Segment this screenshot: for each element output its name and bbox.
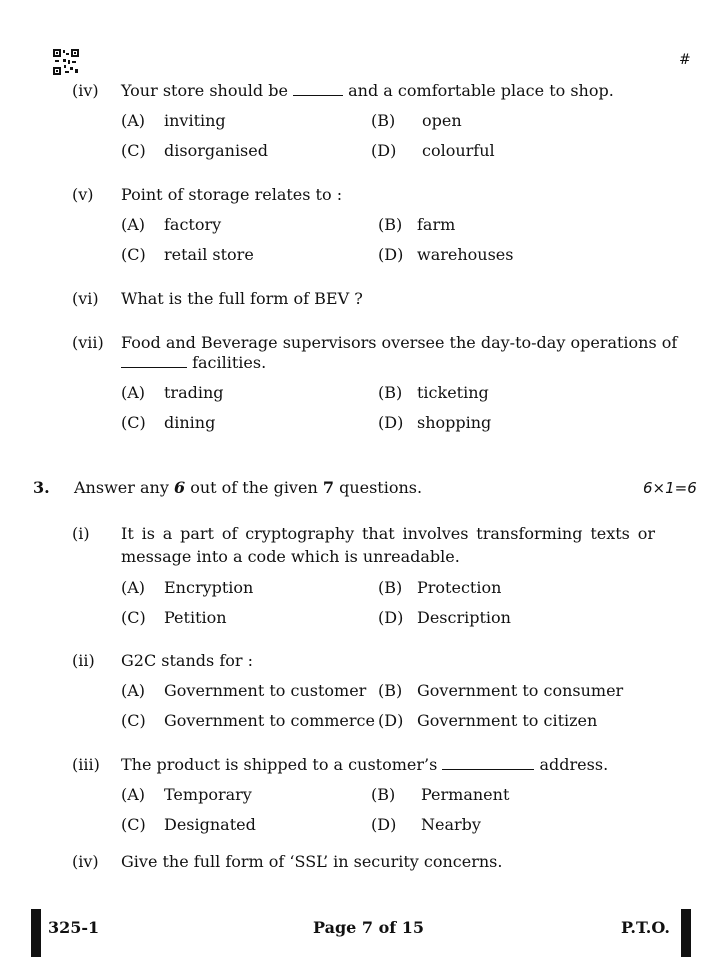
option-text: retail store bbox=[164, 245, 254, 264]
option-text: trading bbox=[164, 383, 224, 402]
question-text-cont: message into a code which is unreadable. bbox=[121, 547, 460, 566]
pto-label: P.T.O. bbox=[621, 918, 670, 937]
option-label: (B) bbox=[378, 215, 403, 234]
question-text: Your store should be and a comfortable place to shop. bbox=[121, 81, 614, 100]
question-number: (ii) bbox=[72, 651, 95, 670]
option-text: ticketing bbox=[417, 383, 489, 402]
option-label: (B) bbox=[371, 111, 396, 130]
option-label: (C) bbox=[121, 815, 146, 834]
question-number: (vii) bbox=[72, 333, 104, 352]
option-text: Petition bbox=[164, 608, 227, 627]
question-text: Point of storage relates to : bbox=[121, 185, 343, 204]
question-number: (iv) bbox=[72, 852, 99, 871]
question-text: The product is shipped to a customer’s address. bbox=[121, 755, 609, 774]
question-text: It is a part of cryptography that involves transforming texts or bbox=[121, 524, 655, 543]
option-text: Description bbox=[417, 608, 511, 627]
option-label: (A) bbox=[121, 215, 146, 234]
option-text: Temporary bbox=[164, 785, 252, 804]
option-label: (A) bbox=[121, 578, 146, 597]
question-number: (i) bbox=[72, 524, 90, 543]
option-label: (C) bbox=[121, 711, 146, 730]
option-label: (D) bbox=[378, 711, 404, 730]
option-text: Permanent bbox=[421, 785, 510, 804]
question-number: (iii) bbox=[72, 755, 100, 774]
question-text: Food and Beverage supervisors oversee the day-to-day operations of bbox=[121, 333, 678, 352]
page-marker: # bbox=[679, 52, 691, 68]
option-label: (B) bbox=[378, 681, 403, 700]
marks-allocation: 6×1=6 bbox=[643, 479, 697, 497]
answer-blank bbox=[442, 755, 534, 770]
option-label: (C) bbox=[121, 608, 146, 627]
option-label: (C) bbox=[121, 141, 146, 160]
option-text: Nearby bbox=[421, 815, 481, 834]
option-text: open bbox=[422, 111, 462, 130]
section-instruction: Answer any 6 out of the given 7 questions. bbox=[74, 478, 423, 497]
option-text: inviting bbox=[164, 111, 226, 130]
question-number: (v) bbox=[72, 185, 94, 204]
footer-bar-right bbox=[681, 909, 691, 957]
option-text: Government to customer bbox=[164, 681, 367, 700]
option-text: shopping bbox=[417, 413, 492, 432]
answer-blank bbox=[121, 353, 187, 368]
option-text: Designated bbox=[164, 815, 256, 834]
option-label: (D) bbox=[371, 141, 397, 160]
option-text: Government to commerce bbox=[164, 711, 375, 730]
option-text: colourful bbox=[422, 141, 495, 160]
option-text: farm bbox=[417, 215, 456, 234]
option-label: (A) bbox=[121, 785, 146, 804]
option-label: (C) bbox=[121, 413, 146, 432]
question-text: G2C stands for : bbox=[121, 651, 253, 670]
paper-code: 325-1 bbox=[48, 918, 100, 937]
option-text: warehouses bbox=[417, 245, 514, 264]
option-label: (B) bbox=[378, 578, 403, 597]
option-label: (D) bbox=[371, 815, 397, 834]
footer-bar-left bbox=[31, 909, 41, 957]
option-text: Encryption bbox=[164, 578, 254, 597]
option-text: Government to consumer bbox=[417, 681, 624, 700]
option-text: Government to citizen bbox=[417, 711, 598, 730]
option-label: (A) bbox=[121, 111, 146, 130]
option-label: (D) bbox=[378, 608, 404, 627]
option-text: dining bbox=[164, 413, 216, 432]
question-number: (vi) bbox=[72, 289, 99, 308]
option-label: (A) bbox=[121, 681, 146, 700]
question-number: (iv) bbox=[72, 81, 99, 100]
qr-code-icon bbox=[53, 49, 79, 75]
option-label: (D) bbox=[378, 245, 404, 264]
option-text: factory bbox=[164, 215, 222, 234]
question-text-cont: facilities. bbox=[121, 353, 266, 373]
page-number: Page 7 of 15 bbox=[313, 918, 424, 937]
option-text: disorganised bbox=[164, 141, 268, 160]
option-label: (A) bbox=[121, 383, 146, 402]
question-text: Give the full form of ‘SSL’ in security concerns. bbox=[121, 852, 503, 871]
option-text: Protection bbox=[417, 578, 502, 597]
answer-blank bbox=[293, 81, 343, 96]
option-label: (C) bbox=[121, 245, 146, 264]
option-label: (B) bbox=[371, 785, 396, 804]
option-label: (D) bbox=[378, 413, 404, 432]
section-number: 3. bbox=[33, 478, 50, 497]
option-label: (B) bbox=[378, 383, 403, 402]
question-text: What is the full form of BEV ? bbox=[121, 289, 363, 308]
